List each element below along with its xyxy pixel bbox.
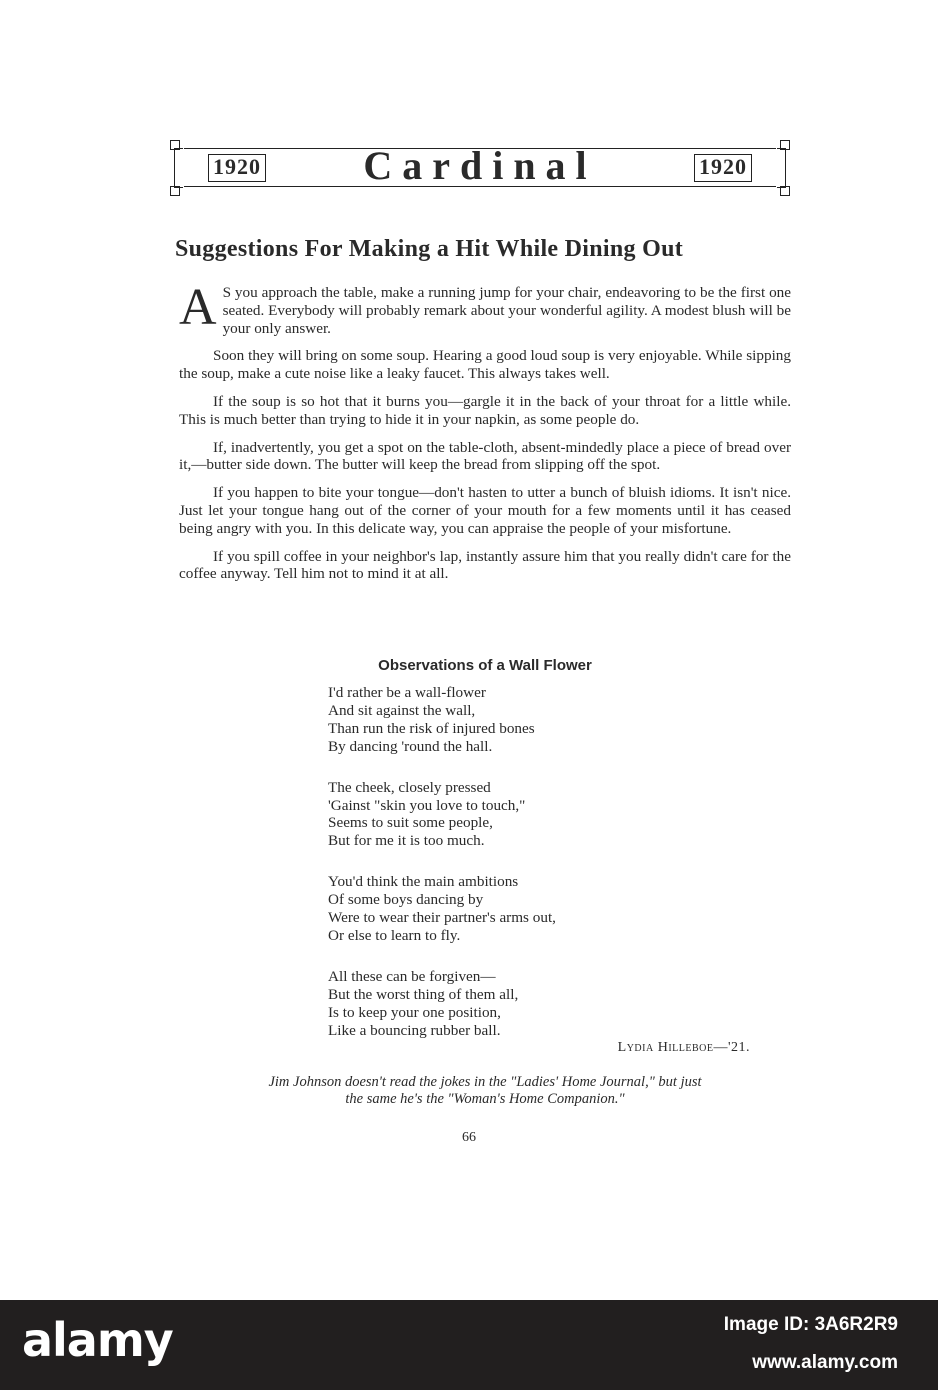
poem-line: Or else to learn to fly. bbox=[328, 926, 461, 944]
poem-line: Is to keep your one position, bbox=[328, 1003, 501, 1021]
poem-stanza bbox=[328, 968, 688, 1040]
masthead bbox=[170, 140, 790, 196]
poem-stanza bbox=[328, 779, 688, 851]
masthead-year-left: 1920 bbox=[208, 154, 266, 182]
poem-title: Observations of a Wall Flower bbox=[378, 657, 592, 674]
watermark-bar bbox=[0, 1300, 938, 1390]
poem-line: The cheek, closely pressed bbox=[328, 778, 491, 796]
poem-line: Of some boys dancing by bbox=[328, 891, 484, 909]
poem-line: Seems to suit some people, bbox=[328, 814, 493, 832]
drop-cap: A bbox=[179, 279, 217, 336]
poem-line: Than run the risk of injured bones bbox=[328, 719, 535, 737]
poem-line: 'Gainst "skin you love to touch," bbox=[328, 796, 526, 814]
paragraph-text: S you approach the table, make a running jump for your chair, endeavoring to be the first one seated. Everybody will probably remark about your wonderful agility. A modest blush will be your only answer. bbox=[222, 284, 791, 337]
author-class-year: —'21. bbox=[713, 1040, 750, 1055]
poem-line: Like a bouncing rubber ball. bbox=[328, 1021, 501, 1039]
article-paragraph: If you spill coffee in your neighbor's lap, instantly assure him that you really didn't care for the coffee anyway. Tell him not to mind it at all. bbox=[179, 547, 791, 583]
poem bbox=[328, 684, 688, 1063]
poem-stanza bbox=[328, 684, 688, 756]
image-id: Image ID: 3A6R2R9 bbox=[723, 1314, 898, 1335]
poem-line: All these can be forgiven— bbox=[328, 967, 496, 985]
masthead-title: Cardinal bbox=[363, 143, 597, 188]
author-name: Lydia Hilleboe bbox=[617, 1040, 714, 1055]
page-number: 66 bbox=[462, 1130, 476, 1145]
poem-line: But for me it is too much. bbox=[328, 832, 485, 850]
article-paragraph: If the soup is so hot that it burns you—gargle it in the back of your throat for a little while. This is much better than trying to hide it in your napkin, as some people do. bbox=[179, 392, 791, 428]
masthead-year-right: 1920 bbox=[694, 154, 752, 182]
article-body bbox=[179, 279, 791, 593]
joke-line: the same he's the "Woman's Home Companion." bbox=[345, 1091, 625, 1107]
poem-line: But the worst thing of them all, bbox=[328, 985, 519, 1003]
poem-line: I'd rather be a wall-flower bbox=[328, 684, 486, 701]
poem-line: And sit against the wall, bbox=[328, 701, 476, 719]
alamy-logo: alamy bbox=[22, 1313, 173, 1367]
poem-line: You'd think the main ambitions bbox=[328, 873, 519, 891]
article-paragraph: Soon they will bring on some soup. Hearing a good loud soup is very enjoyable. While sipping the soup, make a cute noise like a leaky faucet. This always takes well. bbox=[179, 347, 791, 383]
article-paragraph bbox=[179, 279, 791, 337]
poem-line: Were to wear their partner's arms out, bbox=[328, 909, 556, 927]
article-title: Suggestions For Making a Hit While Dining Out bbox=[175, 236, 684, 262]
poem-author bbox=[500, 1040, 750, 1056]
article-paragraph: If you happen to bite your tongue—don't hasten to utter a bunch of bluish idioms. It isn't nice. Just let your tongue hang out of the corner of your mouth for a few moments until it has ceased being angry with you. In this delicate way, you can appraise the people of your misfortune. bbox=[179, 484, 791, 537]
poem-line: By dancing 'round the hall. bbox=[328, 737, 493, 755]
article-paragraph: If, inadvertently, you get a spot on the table-cloth, absent-mindedly place a piece of bread over it,—butter side down. The butter will keep the bread from slipping off the spot. bbox=[179, 438, 791, 474]
poem-stanza bbox=[328, 873, 688, 945]
joke-line: Jim Johnson doesn't read the jokes in the "Ladies' Home Journal," but just bbox=[268, 1074, 702, 1090]
watermark-url: www.alamy.com bbox=[752, 1352, 898, 1373]
joke-footnote bbox=[170, 1074, 800, 1108]
